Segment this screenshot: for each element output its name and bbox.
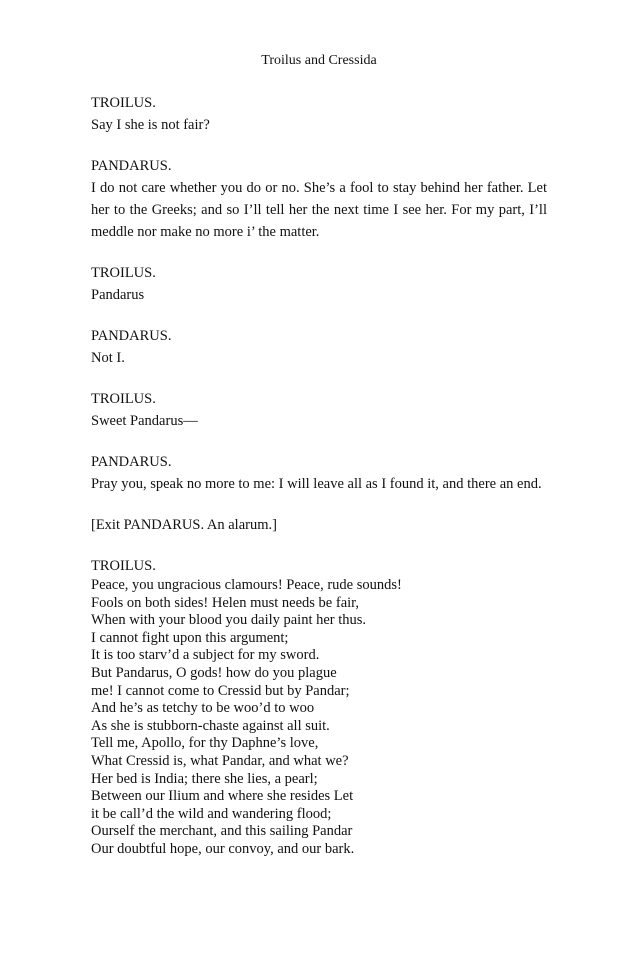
speaker-name: TROILUS. [91,558,156,574]
verse-line: Tell me, Apollo, for thy Daphne’s love, [91,735,319,752]
document-page [91,51,547,878]
speaker-name: PANDARUS. [91,454,172,470]
speaker-name: TROILUS. [91,391,156,407]
verse-line: I cannot fight upon this argument; [91,629,289,646]
verse-line: When with your blood you daily paint her thus. [91,612,367,629]
speech-text: I do not care whether you do or no. She’s a fool to stay behind her father. Let her to the Greeks; and so I’ll tell her the next time I see her. For my part, I’ll meddle nor make no more i’ the matter. [91,180,547,240]
verse-line: What Cressid is, what Pandar, and what we? [91,752,349,769]
speech-block [91,388,547,432]
verse-line: Her bed is India; there she lies, a pearl; [91,770,318,787]
verse-line: As she is stubborn-chaste against all suit. [91,717,330,734]
speech-block [91,325,547,369]
verse-line: Peace, you ungracious clamours! Peace, rude sounds! [91,577,402,593]
verse-lines [91,577,547,859]
stage-direction: [Exit PANDARUS. An alarum.] [91,517,277,533]
speech-text: Say I she is not fair? [91,117,210,133]
speaker-name: TROILUS. [91,265,156,281]
speech-block [91,451,547,495]
verse-line: Our doubtful hope, our convoy, and our bark. [91,840,355,857]
verse-line: me! I cannot come to Cressid but by Pandar; [91,682,350,699]
verse-line: But Pandarus, O gods! how do you plague [91,664,337,681]
speaker-name: PANDARUS. [91,158,172,174]
verse-line: Fools on both sides! Helen must needs be fair, [91,594,360,611]
verse-speech-block [91,555,547,859]
speech-block [91,92,547,136]
speaker-name: PANDARUS. [91,328,172,344]
stage-direction-block [91,514,547,536]
speech-text: Pray you, speak no more to me: I will leave all as I found it, and there an end. [91,476,542,492]
speaker-name: TROILUS. [91,95,156,111]
verse-line: it be call’d the wild and wandering flood; [91,805,332,822]
speech-block [91,155,547,243]
speech-text: Not I. [91,350,125,366]
speech-text: Sweet Pandarus— [91,413,198,429]
speech-block [91,262,547,306]
verse-line: Ourself the merchant, and this sailing Pandar [91,823,353,840]
page-title: Troilus and Cressida [261,53,377,68]
verse-line: It is too starv’d a subject for my sword. [91,647,320,664]
verse-line: Between our Ilium and where she resides Let [91,788,354,805]
verse-line: And he’s as tetchy to be woo’d to woo [91,700,315,717]
speech-text: Pandarus [91,287,145,303]
